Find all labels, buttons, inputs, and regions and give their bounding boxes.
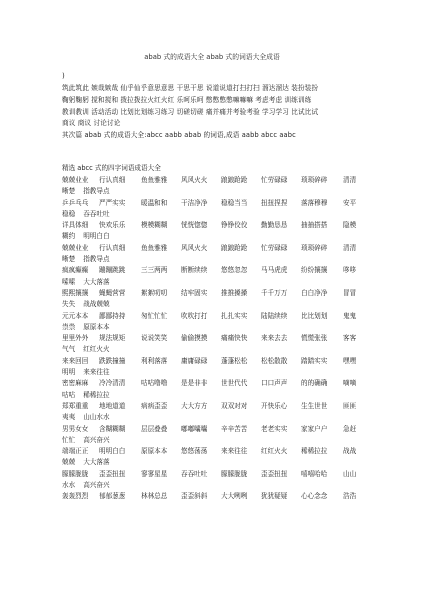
idiom-row-continuation — [62, 255, 366, 266]
idiom-row — [62, 312, 366, 323]
idiom-cell: 战战兢兢 — [83, 300, 110, 309]
idiom-cell: 红红火火 — [83, 345, 110, 354]
idiom-row — [62, 379, 366, 390]
idiom-cell: 嘟嘟囔囔 — [181, 424, 208, 433]
idiom-cell: 清清 — [343, 176, 357, 184]
idiom-cell: 哆哆 — [343, 266, 357, 275]
idiom-cell: 冒冒 — [343, 288, 357, 297]
idiom-cell: 松松散散 — [261, 356, 288, 365]
idiom-row — [62, 357, 366, 368]
idiom-row-continuation — [62, 300, 366, 311]
idiom-cell: 推推搡搡 — [221, 288, 248, 297]
idiom-cell: 痛痛快快 — [221, 334, 248, 343]
idiom-cell: 急赶 — [343, 424, 357, 433]
idiom-cell: 咕咕 — [62, 390, 76, 399]
idiom-cell: 郑郑重重 — [62, 401, 89, 410]
idiom-cell: 轰轰烈烈 — [62, 492, 89, 501]
idiom-cell: 大大咧咧 — [221, 492, 248, 501]
idiom-cell: 断断续续 — [181, 266, 208, 275]
idiom-cell: 扭扭捏捏 — [261, 198, 288, 207]
idiom-cell: 辛辛苦苦 — [221, 424, 248, 433]
idiom-cell: 犹犹疑疑 — [261, 492, 288, 501]
idiom-row — [62, 266, 366, 277]
idiom-row — [62, 289, 366, 300]
idiom-cell: 气气 — [62, 345, 76, 354]
idiom-cell: 隐模 — [343, 221, 357, 230]
idiom-cell: 明明 — [62, 368, 76, 377]
idiom-cell: 落落穆穆 — [301, 198, 328, 207]
idiom-cell: 踉踉跄跄 — [221, 176, 248, 184]
idiom-cell: 冷冷清清 — [99, 379, 126, 388]
idiom-cell: 行认真细 — [99, 243, 126, 252]
idiom-cell: 忙劳碌碌 — [261, 176, 288, 184]
idiom-cell: 客客 — [343, 334, 357, 343]
idiom-row — [62, 221, 366, 232]
idiom-cell: 稀稀拉拉 — [83, 390, 110, 399]
idiom-cell: 兢兢业业 — [62, 176, 89, 184]
idiom-cell: 老老实实 — [261, 424, 288, 433]
idiom-cell: 双双对对 — [221, 401, 248, 410]
idiom-cell: 风风火火 — [181, 243, 208, 252]
idiom-cell: 嘀嘀 — [343, 379, 357, 388]
idiom-cell: 鱼鱼雅雅 — [141, 176, 168, 184]
idiom-cell: 兢兢业业 — [62, 243, 89, 252]
idiom-cell: 兢兢 — [62, 458, 76, 467]
idiom-cell: 三三两两 — [141, 266, 168, 275]
idiom-cell: 干洁净净 — [181, 198, 208, 207]
intro-line: 鞠躬鞠躬 搅和搅和 拨拉拨拉火红火红 乐呵乐呵 憋憋憋憋嘛嘛嘛 考虑考虑 训练训练 — [62, 95, 312, 104]
idiom-cell: 鄙鄙持持 — [99, 311, 126, 320]
idiom-cell: 絮絮叨叨 — [141, 288, 168, 297]
idiom-cell: 原原本本 — [141, 447, 168, 456]
intro-line: 筑此筑此 嫉哉嫉哉 仙乎仙乎意思意思 干思干思 说道说道打扫打扫 溜达溜达 装扮装扮 — [62, 84, 319, 92]
idiom-cell: 陆陆续续 — [261, 311, 288, 320]
idiom-cell: 端端正正 — [62, 447, 89, 456]
idiom-cell: 马马虎虎 — [261, 266, 288, 275]
idiom-cell: 踉踉跄跄 — [221, 243, 248, 252]
idiom-row — [62, 244, 366, 255]
idiom-row — [62, 334, 366, 345]
idiom-cell: 悠悠忽忽 — [221, 266, 248, 275]
idiom-cell: 元元本本 — [62, 311, 89, 320]
idiom-cell: 水水 — [62, 481, 76, 490]
idiom-cell: 安平 — [343, 198, 357, 207]
idiom-cell: 密密麻麻 — [62, 379, 89, 388]
idiom-cell: 利利落落 — [141, 356, 168, 365]
idiom-row — [62, 447, 366, 458]
idiom-cell: 世世代代 — [221, 379, 248, 388]
idiom-cell: 祟祟 — [62, 322, 76, 331]
idiom-cell: 生生世世 — [301, 401, 328, 410]
idiom-cell: 琐琐碎碎 — [301, 176, 328, 184]
idiom-cell: 歪歪扭扭 — [261, 469, 288, 478]
idiom-cell: 歪歪扭扭 — [99, 469, 126, 478]
idiom-cell: 行认真细 — [99, 176, 126, 184]
section-title: 精选 abcc 式的四字词语成语大全 — [62, 164, 161, 172]
idiom-cell: 匪匪 — [343, 401, 357, 410]
idiom-cell: 蓬蓬松松 — [221, 356, 248, 365]
idiom-cell: 白白净净 — [301, 288, 328, 297]
idiom-cell: 跌跌撞撞 — [99, 356, 126, 365]
idiom-cell: 千千万万 — [261, 288, 288, 297]
idiom-row-continuation — [62, 232, 366, 243]
idiom-cell: 忙忙 — [62, 435, 76, 444]
idiom-cell: 山山 — [343, 469, 357, 478]
idiom-row — [62, 492, 366, 503]
idiom-cell: 来来往往 — [221, 447, 248, 456]
intro-line: 教训教训 活动活动 比划比划练习练习 切磋切磋 痛并痛并考验考验 学习学习 比试比试 — [62, 107, 319, 116]
idiom-cell: 勤勤恳恳 — [261, 221, 288, 230]
idiom-cell: 比比划划 — [301, 311, 328, 320]
idiom-cell: 战战 — [343, 447, 357, 456]
idiom-cell: 稳稳当当 — [221, 198, 248, 207]
idiom-cell: 含糊糊糊 — [99, 424, 126, 433]
idiom-cell: 林林总总 — [141, 492, 168, 501]
idiom-cell: 歪歪斜斜 — [181, 492, 208, 501]
idiom-cell: 指教导点 — [83, 187, 110, 196]
idiom-cell: 稀稀拉拉 — [301, 447, 328, 456]
idiom-cell: 里里外外 — [62, 334, 89, 343]
idiom-cell: 吞吞吐吐 — [83, 209, 110, 218]
idiom-cell: 口口声声 — [261, 379, 288, 388]
idiom-cell: 乒乒乓乓 — [62, 198, 89, 207]
idiom-cell: 家家户户 — [301, 424, 328, 433]
idiom-cell: 晰楚 — [62, 255, 76, 264]
idiom-cell: 清清 — [343, 243, 357, 252]
idiom-cell: 明明白白 — [83, 232, 110, 241]
idiom-cell: 地地道道 — [99, 401, 126, 410]
idiom-cell: 吹吹打打 — [181, 311, 208, 320]
idiom-cell: 大大落落 — [83, 458, 110, 467]
idiom-cell: 鬼鬼 — [343, 311, 357, 320]
idiom-cell: 蝇蝇营营 — [99, 288, 126, 297]
idiom-cell: 扎扎实实 — [221, 311, 248, 320]
idiom-row-continuation — [62, 278, 366, 289]
idiom-cell: 来来往往 — [83, 368, 110, 377]
idiom-cell: 说说笑笑 — [141, 334, 168, 343]
idiom-row — [62, 199, 366, 210]
idiom-row — [62, 176, 366, 187]
idiom-cell: 琐琐碎碎 — [301, 243, 328, 252]
idiom-cell: 寥寥星星 — [141, 469, 168, 478]
idiom-cell: 高兴奋兴 — [83, 435, 110, 444]
idiom-cell: 高兴奋兴 — [83, 481, 110, 490]
idiom-cell: 嘻嘻哈哈 — [301, 469, 328, 478]
idiom-cell: 明明白白 — [99, 447, 126, 456]
idiom-cell: 层层叠叠 — [141, 424, 168, 433]
idiom-row-continuation — [62, 413, 366, 424]
idiom-row — [62, 402, 366, 413]
idiom-cell: 鱼鱼雅雅 — [141, 243, 168, 252]
idiom-cell: 纷纷攘攘 — [301, 266, 328, 275]
intro-line: 其次篇 abab 式的成语大全:abcc aabb abab 的词语,成语 aabb abcc aabc — [62, 131, 296, 140]
intro-line: 商议 商议 讨论讨论 — [62, 119, 121, 128]
idiom-row — [62, 425, 366, 436]
idiom-cell: 来来回回 — [62, 356, 89, 365]
idiom-cell: 原原本本 — [83, 322, 110, 331]
idiom-cell: 吞吞吐吐 — [181, 469, 208, 478]
idiom-cell: 规法规矩 — [99, 334, 126, 343]
idiom-row — [62, 470, 366, 481]
idiom-cell: 朦朦胧胧 — [62, 469, 89, 478]
idiom-cell: 心心念念 — [301, 492, 328, 501]
idiom-cell: 匆忙忙忙 — [141, 311, 168, 320]
idiom-cell: 浩浩 — [343, 492, 357, 501]
idiom-cell: 熙熙攘攘 — [62, 288, 89, 297]
idiom-cell: 糊约 — [62, 232, 76, 241]
idiom-row-continuation — [62, 436, 366, 447]
idiom-cell: 结牢固实 — [181, 288, 208, 297]
idiom-cell: 模模糊糊 — [141, 221, 168, 230]
idiom-cell: 郁郁葱葱 — [99, 492, 126, 501]
idiom-grid — [62, 176, 366, 504]
idiom-cell: 夷夷 — [62, 413, 76, 422]
idiom-cell: 大大落落 — [83, 277, 110, 286]
idiom-cell: 嘿嘿 — [343, 356, 357, 365]
idiom-cell: 抽抽搭搭 — [301, 221, 328, 230]
document-title: abab 式的成语大全 abab 式的词语大全成语 — [144, 53, 280, 61]
stray-parenthesis: ) — [62, 72, 65, 80]
idiom-cell: 嗦嗦 — [62, 277, 76, 286]
idiom-cell: 慌慌张张 — [301, 334, 328, 343]
idiom-cell: 开快乐心 — [261, 401, 288, 410]
idiom-cell: 快欢乐乐 — [99, 221, 126, 230]
idiom-cell: 晰楚 — [62, 187, 76, 196]
idiom-cell: 男男女女 — [62, 424, 89, 433]
idiom-cell: 恍恍惚惚 — [181, 221, 208, 230]
idiom-row-continuation — [62, 187, 366, 198]
idiom-cell: 红红火火 — [261, 447, 288, 456]
idiom-cell: 铮铮佼佼 — [221, 221, 248, 230]
idiom-cell: 病病歪歪 — [141, 401, 168, 410]
idiom-cell: 是是非非 — [181, 379, 208, 388]
idiom-cell: 失失 — [62, 300, 76, 309]
idiom-cell: 风风火火 — [181, 176, 208, 184]
idiom-cell: 大大方方 — [181, 401, 208, 410]
idiom-cell: 山山水水 — [83, 413, 110, 422]
intro-paragraph — [62, 84, 372, 143]
idiom-cell: 来来去去 — [261, 334, 288, 343]
idiom-row-continuation — [62, 458, 366, 469]
idiom-cell: 悠悠荡荡 — [181, 447, 208, 456]
idiom-row-continuation — [62, 210, 366, 221]
idiom-cell: 暖温和和 — [141, 198, 168, 207]
idiom-cell: 咕咕噜噜 — [141, 379, 168, 388]
idiom-row-continuation — [62, 391, 366, 402]
idiom-cell: 指教导点 — [83, 255, 110, 264]
idiom-row-continuation — [62, 368, 366, 379]
idiom-cell: 详具体细 — [62, 221, 89, 230]
idiom-cell: 踏踏实实 — [301, 356, 328, 365]
idiom-cell: 严严实实 — [99, 198, 126, 207]
idiom-cell: 朦朦胧胧 — [221, 469, 248, 478]
idiom-cell: 忙劳碌碌 — [261, 243, 288, 252]
idiom-cell: 庸庸碌碌 — [181, 356, 208, 365]
idiom-row-continuation — [62, 481, 366, 492]
idiom-cell: 偷偷摸摸 — [181, 334, 208, 343]
idiom-cell: 疯疯癫癫 — [62, 266, 89, 275]
idiom-row-continuation — [62, 345, 366, 356]
idiom-cell: 稳稳 — [62, 209, 76, 218]
idiom-cell: 蹦蹦跳跳 — [99, 266, 126, 275]
idiom-row-continuation — [62, 323, 366, 334]
idiom-cell: 的的确确 — [301, 379, 328, 388]
